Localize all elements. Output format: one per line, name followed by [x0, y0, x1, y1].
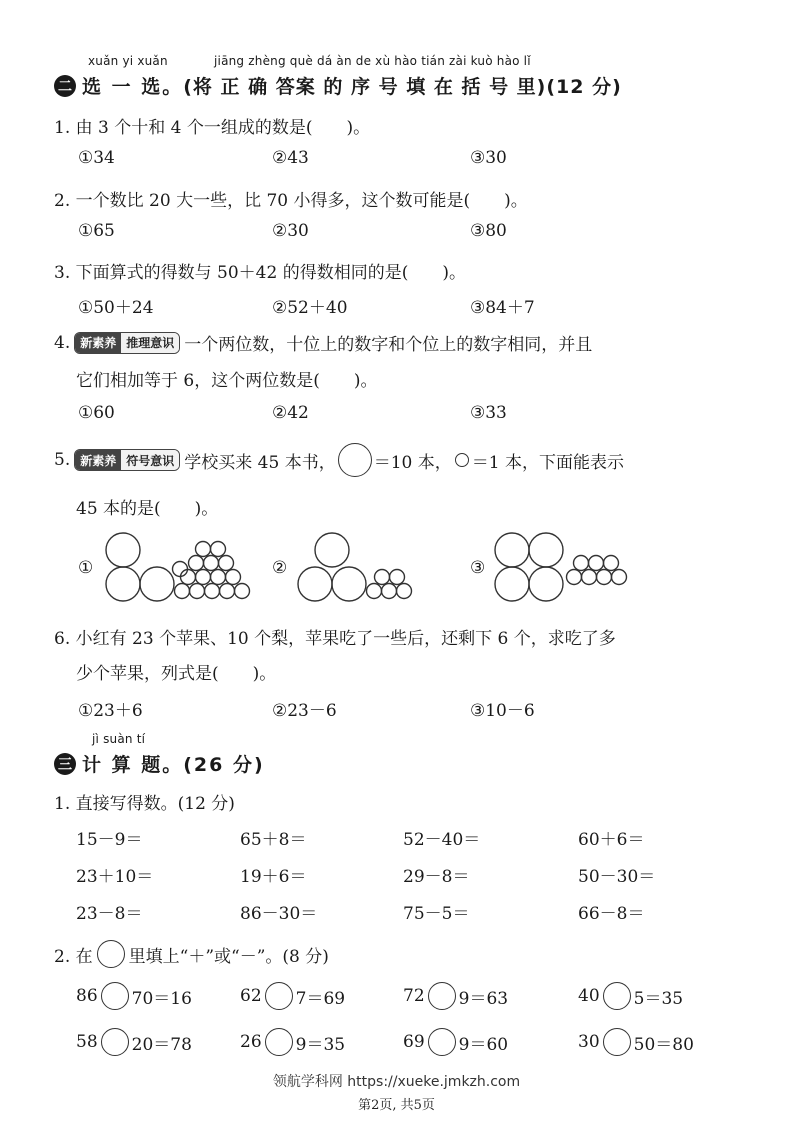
q1-option-3: ③30: [470, 148, 507, 168]
question-6-line2: 少个苹果，列式是( )。: [76, 664, 277, 684]
small-circle: [219, 556, 234, 571]
fill-right: 20＝78: [131, 1034, 192, 1055]
calc-item: 19＋6＝: [240, 867, 307, 887]
fill-left: 30: [578, 1032, 600, 1052]
small-circle: [204, 556, 219, 571]
big-circle: [315, 533, 349, 567]
operator-blank[interactable]: [101, 982, 129, 1010]
fill-left: 62: [240, 986, 262, 1006]
small-circle: [190, 584, 205, 599]
small-circle: [567, 570, 582, 585]
small-circle: [226, 570, 241, 585]
fill-item: [76, 982, 192, 1010]
small-circle: [574, 556, 589, 571]
small-circle: [397, 584, 412, 599]
fill-left: 69: [403, 1032, 425, 1052]
big-circle: [529, 533, 563, 567]
question-4-line2: 它们相加等于 6，这个两位数是( )。: [76, 371, 378, 391]
q5-number: 5.: [54, 450, 71, 470]
small-circle-icon: [455, 453, 469, 467]
operator-blank[interactable]: [603, 982, 631, 1010]
question-4-line1: [54, 330, 592, 355]
big-circle: [332, 567, 366, 601]
calc-question-1: 1. 直接写得数。(12 分): [54, 794, 235, 814]
fill-item: [578, 982, 683, 1010]
small-circle: [390, 570, 405, 585]
pinyin-section2-title: xuǎn yi xuǎn: [88, 54, 168, 68]
calc-item: 75－5＝: [403, 904, 470, 924]
section2-heading: [54, 72, 622, 99]
fill-left: 72: [403, 986, 425, 1006]
q5-tag-secondary: 符号意识: [121, 450, 179, 470]
big-circle: [529, 567, 563, 601]
small-circle: [205, 584, 220, 599]
small-circle: [211, 570, 226, 585]
small-circle: [597, 570, 612, 585]
question-6-line1: 6. 小红有 23 个苹果、10 个梨，苹果吃了一些后，还剩下 6 个，求吃了多: [54, 629, 616, 649]
q4-tag-primary: 新素养: [75, 333, 121, 353]
operator-blank[interactable]: [265, 982, 293, 1010]
fill-item: [403, 1028, 508, 1056]
question-2-text: 2. 一个数比 20 大一些，比 70 小得多，这个数可能是( )。: [54, 191, 528, 211]
q5-literacy-tag: [74, 449, 180, 471]
calc-item: 65＋8＝: [240, 830, 307, 850]
calc-item: 29－8＝: [403, 867, 470, 887]
big-circle: [106, 533, 140, 567]
calc-item: 23－8＝: [76, 904, 143, 924]
small-circle: [612, 570, 627, 585]
q2-option-2: ②30: [272, 221, 309, 241]
fill-item: [240, 1028, 345, 1056]
q2-option-3: ③80: [470, 221, 507, 241]
footer-site: 领航学科网 https://xueke.jmkzh.com: [272, 1074, 521, 1090]
operator-blank[interactable]: [603, 1028, 631, 1056]
fill-right: 7＝69: [295, 988, 346, 1009]
small-circle: [589, 556, 604, 571]
section3-badge: 三: [54, 753, 76, 775]
q4-option-3: ③33: [470, 403, 507, 423]
q1-option-1: ①34: [78, 148, 115, 168]
fill-right: 9＝60: [458, 1034, 509, 1055]
q5-text-b: ＝10 本，: [373, 452, 452, 473]
calc-q2-text-a: 2. 在: [54, 946, 93, 967]
big-circle: [495, 567, 529, 601]
q4-number: 4.: [54, 332, 71, 353]
q3-option-3: ③84＋7: [470, 298, 535, 318]
operator-blank[interactable]: [428, 1028, 456, 1056]
q6-option-1: ①23＋6: [78, 701, 143, 721]
calc-item: 86－30＝: [240, 904, 318, 924]
fill-item: [578, 1028, 694, 1056]
q2-option-1: ①65: [78, 221, 115, 241]
q5-option-3-label: ③: [470, 558, 486, 578]
q4-option-2: ②42: [272, 403, 309, 423]
fill-item: [76, 1028, 192, 1056]
q4-literacy-tag: [74, 332, 180, 354]
section2-instruction: (将 正 确 答案 的 序 号 填 在 括 号 里)(12 分): [183, 76, 622, 98]
fill-left: 26: [240, 1032, 262, 1052]
q5-option-3-figure: [492, 530, 632, 605]
page-number: 第2页, 共5页: [358, 1098, 435, 1113]
calc-item: 52－40＝: [403, 830, 481, 850]
pinyin-section3: jì suàn tí: [92, 732, 146, 746]
fill-right: 50＝80: [633, 1034, 694, 1055]
operator-blank[interactable]: [265, 1028, 293, 1056]
pinyin-section2-instruction: jiāng zhèng què dá àn de xù hào tián zài kuò hào lǐ: [214, 54, 531, 68]
calc-item: 23＋10＝: [76, 867, 154, 887]
big-circle: [298, 567, 332, 601]
small-circle: [220, 584, 235, 599]
small-circle: [604, 556, 619, 571]
big-circle-icon: [338, 443, 372, 477]
q5-option-1-label: ①: [78, 558, 94, 578]
q5-option-2-label: ②: [272, 558, 288, 578]
calc-question-2: [54, 940, 329, 968]
q1-option-2: ②43: [272, 148, 309, 168]
q4-tag-secondary: 推理意识: [121, 333, 179, 353]
q3-option-1: ①50＋24: [78, 298, 154, 318]
small-circle: [382, 584, 397, 599]
small-circle: [173, 562, 188, 577]
operator-blank[interactable]: [428, 982, 456, 1010]
q6-option-3: ③10－6: [470, 701, 535, 721]
big-circle: [140, 567, 174, 601]
small-circle: [196, 542, 211, 557]
section2-title: 选 一 选。: [82, 76, 184, 98]
calc-item: 60＋6＝: [578, 830, 645, 850]
big-circle: [495, 533, 529, 567]
q5-text-c: ＝1 本，下面能表示: [471, 452, 624, 473]
fill-right: 5＝35: [633, 988, 684, 1009]
small-circle: [235, 584, 250, 599]
fill-left: 58: [76, 1032, 98, 1052]
section2-badge: 二: [54, 75, 76, 97]
q5-option-2-figure: [294, 530, 414, 605]
q3-option-2: ②52＋40: [272, 298, 348, 318]
small-circle: [211, 542, 226, 557]
section3-heading: [54, 750, 265, 777]
small-circle: [189, 556, 204, 571]
small-circle: [196, 570, 211, 585]
question-1-text: 1. 由 3 个十和 4 个一组成的数是( )。: [54, 118, 371, 138]
calc-item: 50－30＝: [578, 867, 656, 887]
calc-q2-text-b: 里填上“＋”或“－”。(8 分): [128, 946, 329, 967]
question-5-line2: 45 本的是( )。: [76, 499, 219, 519]
fill-right: 70＝16: [131, 988, 192, 1009]
fill-item: [403, 982, 508, 1010]
small-circle: [175, 584, 190, 599]
fill-right: 9＝63: [458, 988, 509, 1009]
q4-option-1: ①60: [78, 403, 115, 423]
q6-option-2: ②23－6: [272, 701, 337, 721]
q5-tag-primary: 新素养: [75, 450, 121, 470]
fill-item: [240, 982, 345, 1010]
section3-title: 计 算 题。(26 分): [82, 754, 265, 776]
q4-text: 一个两位数，十位上的数字和个位上的数字相同，并且: [184, 335, 593, 355]
small-circle: [367, 584, 382, 599]
fill-left: 86: [76, 986, 98, 1006]
fill-left: 40: [578, 986, 600, 1006]
fill-right: 9＝35: [295, 1034, 346, 1055]
small-circle: [375, 570, 390, 585]
circle-blank-icon: [97, 940, 125, 968]
small-circle: [582, 570, 597, 585]
calc-item: 66－8＝: [578, 904, 645, 924]
operator-blank[interactable]: [101, 1028, 129, 1056]
big-circle: [106, 567, 140, 601]
question-3-text: 3. 下面算式的得数与 50＋42 的得数相同的是( )。: [54, 263, 466, 283]
q5-option-1-figure: [100, 530, 260, 605]
small-circle: [181, 570, 196, 585]
calc-item: 15－9＝: [76, 830, 143, 850]
question-5-line1: [54, 443, 624, 477]
q5-text-a: 学校买来 45 本书，: [184, 452, 336, 473]
